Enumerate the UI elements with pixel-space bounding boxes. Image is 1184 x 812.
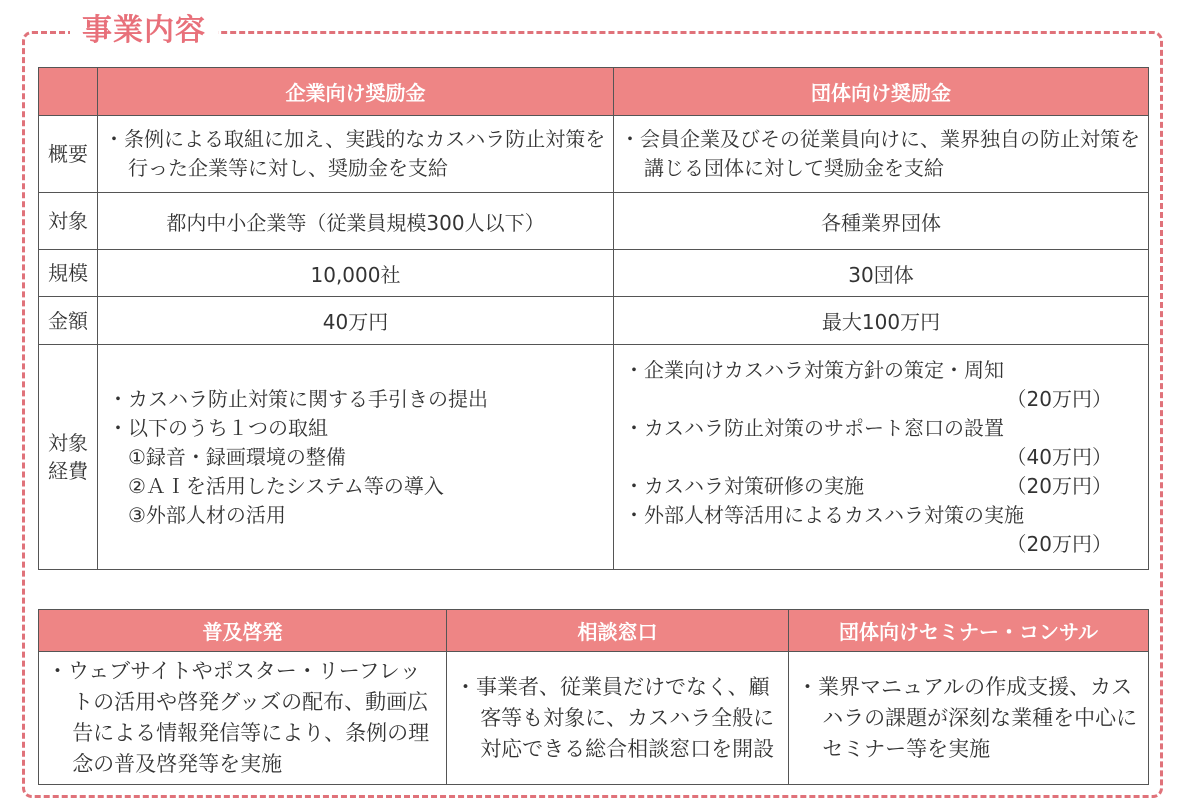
expenses-group-item: ・カスハラ対策研修の実施 — [624, 473, 864, 498]
target-company: 都内中小企業等（従業員規模300人以下） — [98, 193, 614, 250]
expenses-company-subitem: ③外部人材の活用 — [128, 502, 286, 527]
col-header-group: 団体向け奨励金 — [614, 68, 1149, 116]
consultation-cell — [447, 652, 789, 785]
sub-header-awareness: 普及啓発 — [39, 610, 447, 652]
row-target — [39, 193, 1149, 250]
target-group: 各種業界団体 — [614, 193, 1149, 250]
consultation-text: ・事業者、従業員だけでなく、顧客等も対象に、カスハラ全般に対応できる総合相談窓口を開設 — [455, 674, 775, 761]
amount-group: 最大100万円 — [614, 297, 1149, 345]
expenses-group-row — [624, 472, 1142, 501]
seminar-cell — [789, 652, 1149, 785]
row-label-expenses-2: 経費 — [48, 459, 88, 483]
expenses-group-amount: （40万円） — [1006, 444, 1112, 469]
expenses-group-item: ・カスハラ防止対策のサポート窓口の設置 — [624, 415, 1004, 440]
expenses-company-cell — [98, 345, 614, 570]
expenses-company-line: ・以下のうち１つの取組 — [108, 415, 328, 440]
amount-company: 40万円 — [98, 297, 614, 345]
main-table — [38, 67, 1149, 570]
scale-company: 10,000社 — [98, 250, 614, 297]
overview-company-cell — [98, 116, 614, 193]
overview-company-text: ・条例による取組に加え、実践的なカスハラ防止対策を行った企業等に対し、奨励金を支給 — [104, 127, 606, 180]
sub-header-consultation: 相談窓口 — [447, 610, 789, 652]
row-label-target: 対象 — [39, 193, 98, 250]
expenses-group-item: ・企業向けカスハラ対策方針の策定・周知 — [624, 357, 1004, 382]
main-header-row — [39, 68, 1149, 116]
sub-table — [38, 609, 1149, 785]
section-title: 事業内容 — [70, 12, 218, 50]
row-expenses — [39, 345, 1149, 570]
row-label-overview: 概要 — [39, 116, 98, 193]
row-label-expenses-1: 対象 — [48, 431, 88, 455]
overview-group-cell — [614, 116, 1149, 193]
awareness-text: ・ウェブサイトやポスター・リーフレットの活用や啓発グッズの配布、動画広告による情報発信等により、条例の理念の普及啓発等を実施 — [47, 659, 430, 776]
row-scale — [39, 250, 1149, 297]
expenses-group-item: ・外部人材等活用によるカスハラ対策の実施 — [624, 502, 1024, 527]
seminar-text: ・業界マニュアルの作成支援、カスハラの課題が深刻な業種を中心にセミナー等を実施 — [797, 674, 1138, 761]
overview-group-text: ・会員企業及びその従業員向けに、業界独自の防止対策を講じる団体に対して奨励金を支給 — [620, 127, 1140, 180]
expenses-group-cell — [614, 345, 1149, 570]
row-overview — [39, 116, 1149, 193]
expenses-company-subitem: ②ＡＩを活用したシステム等の導入 — [128, 473, 444, 498]
expenses-group-amount: （20万円） — [1006, 386, 1112, 411]
scale-group: 30団体 — [614, 250, 1149, 297]
sub-header-row — [39, 610, 1149, 652]
row-label-expenses — [39, 345, 98, 570]
expenses-company-subitem: ①録音・録画環境の整備 — [128, 444, 346, 469]
expenses-group-amount: （20万円） — [1006, 531, 1112, 556]
sub-header-seminar: 団体向けセミナー・コンサル — [789, 610, 1149, 652]
expenses-group-amount: （20万円） — [1006, 473, 1112, 498]
sub-content-row — [39, 652, 1149, 785]
corner-cell — [39, 68, 98, 116]
row-label-amount: 金額 — [39, 297, 98, 345]
row-amount — [39, 297, 1149, 345]
col-header-company: 企業向け奨励金 — [98, 68, 614, 116]
expenses-company-line: ・カスハラ防止対策に関する手引きの提出 — [108, 386, 488, 411]
awareness-cell — [39, 652, 447, 785]
row-label-scale: 規模 — [39, 250, 98, 297]
